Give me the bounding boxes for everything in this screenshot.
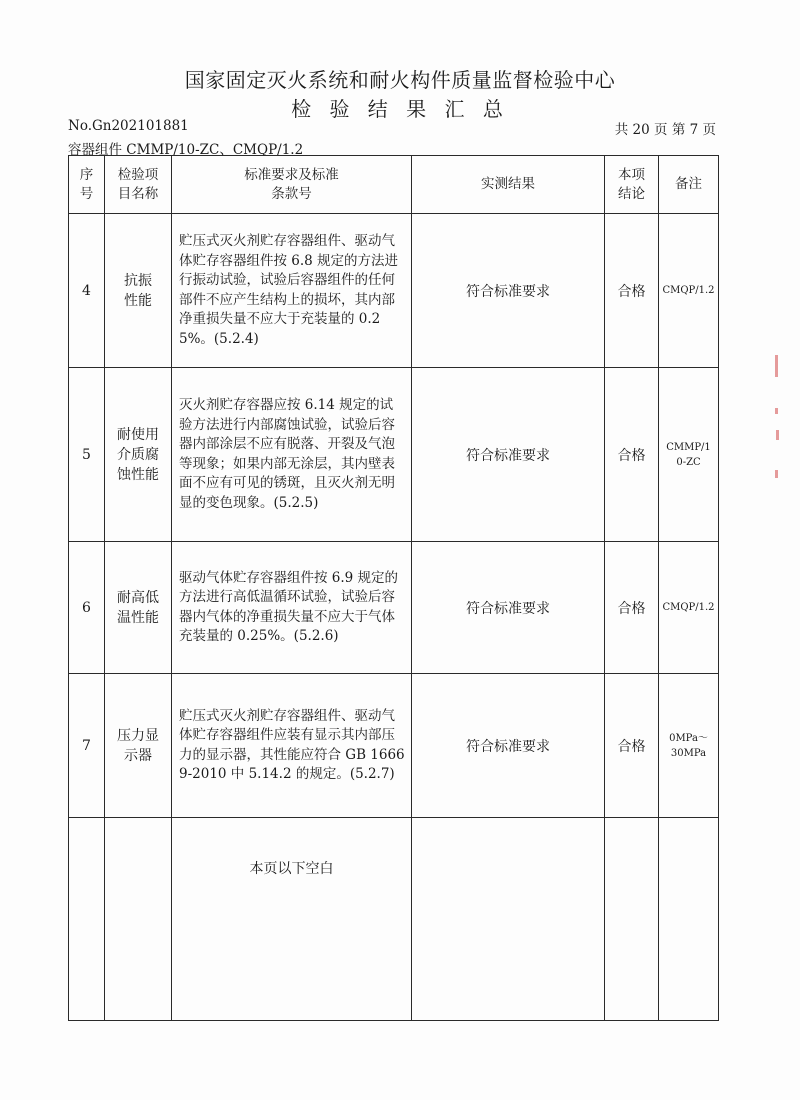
header-result: 实测结果 <box>412 156 605 214</box>
header-remark: 备注 <box>659 156 719 214</box>
row-conclusion: 合格 <box>605 368 659 542</box>
page-info: 共 20 页 第 7 页 <box>614 122 716 138</box>
row-result: 符合标准要求 <box>412 368 605 542</box>
row-conclusion: 合格 <box>605 674 659 818</box>
row-result: 符合标准要求 <box>412 674 605 818</box>
report-number: No.Gn202101881 <box>68 118 189 134</box>
component-models: 容器组件 CMMP/10-ZC、CMQP/1.2 <box>68 142 304 158</box>
row-remark: CMQP/1.2 <box>659 214 719 368</box>
table-row <box>69 368 719 542</box>
seal-edge-mark <box>775 355 778 377</box>
seal-edge-mark <box>775 408 778 414</box>
table-row-blank <box>69 818 719 1021</box>
blank-remark <box>659 818 719 1021</box>
blank-result <box>412 818 605 1021</box>
blank-note: 本页以下空白 <box>172 818 412 1021</box>
row-standard: 贮压式灭火剂贮存容器组件、驱动气体贮存容器组件按 6.8 规定的方法进行振动试验，试验后容器组件的任何部件不应产生结构上的损坏，其内部净重损失量不应大于充装量的 0.25%。(5.2.4) <box>172 214 412 368</box>
blank-seq <box>69 818 105 1021</box>
row-item: 压力显示器 <box>105 674 172 818</box>
blank-item <box>105 818 172 1021</box>
row-remark: 0MPa～30MPa <box>659 674 719 818</box>
row-item: 抗振性能 <box>105 214 172 368</box>
row-seq: 4 <box>69 214 105 368</box>
row-standard: 灭火剂贮存容器应按 6.14 规定的试验方法进行内部腐蚀试验，试验后容器内部涂层不应有脱落、开裂及气泡等现象；如果内部无涂层，其内壁表面不应有可见的锈斑，且灭火剂无明显的变色现象。(5.2.5) <box>172 368 412 542</box>
blank-conclusion <box>605 818 659 1021</box>
header-item: 检验项目名称 <box>105 156 172 214</box>
row-remark: CMMP/10-ZC <box>659 368 719 542</box>
header-seq: 序号 <box>69 156 105 214</box>
document-subtitle: 检 验 结 果 汇 总 <box>291 97 509 121</box>
seal-edge-mark <box>775 470 778 478</box>
row-item: 耐高低温性能 <box>105 542 172 674</box>
row-standard: 贮压式灭火剂贮存容器组件、驱动气体贮存容器组件应装有显示其内部压力的显示器，其性能应符合 GB 16669-2010 中 5.14.2 的规定。(5.2.7) <box>172 674 412 818</box>
table-row <box>69 542 719 674</box>
results-table <box>68 155 719 1021</box>
row-seq: 7 <box>69 674 105 818</box>
document-title: 国家固定灭火系统和耐火构件质量监督检验中心 <box>184 68 616 92</box>
table-row <box>69 674 719 818</box>
seal-edge-mark <box>776 430 779 440</box>
row-seq: 5 <box>69 368 105 542</box>
header-conclusion: 本项结论 <box>605 156 659 214</box>
row-item: 耐使用介质腐蚀性能 <box>105 368 172 542</box>
table-header-row <box>69 156 719 214</box>
table-row <box>69 214 719 368</box>
row-result: 符合标准要求 <box>412 214 605 368</box>
row-remark: CMQP/1.2 <box>659 542 719 674</box>
row-seq: 6 <box>69 542 105 674</box>
row-result: 符合标准要求 <box>412 542 605 674</box>
row-conclusion: 合格 <box>605 542 659 674</box>
row-standard: 驱动气体贮存容器组件按 6.9 规定的方法进行高低温循环试验，试验后容器内气体的净重损失量不应大于气体充装量的 0.25%。(5.2.6) <box>172 542 412 674</box>
header-standard: 标准要求及标准条款号 <box>172 156 412 214</box>
row-conclusion: 合格 <box>605 214 659 368</box>
